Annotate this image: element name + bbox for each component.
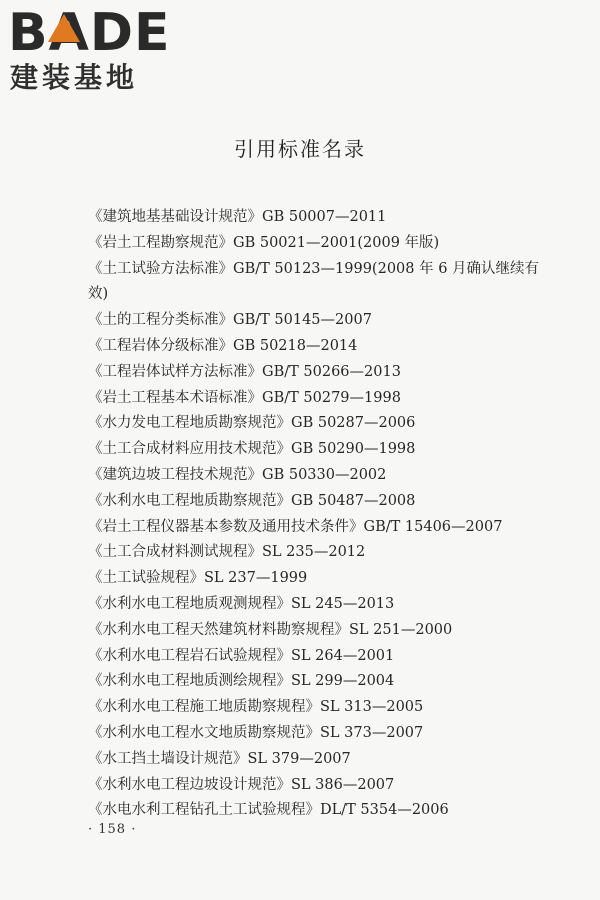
page-title: 引用标准名录 — [234, 137, 366, 161]
page-number: · 158 · — [88, 822, 137, 837]
logo-triangle-icon — [48, 14, 80, 42]
reference-item: 《建筑边坡工程技术规范》GB 50330—2002 — [88, 466, 387, 483]
reference-item: 《土的工程分类标准》GB/T 50145—2007 — [88, 312, 372, 329]
reference-item: 《工程岩体试样方法标准》GB/T 50266—2013 — [88, 363, 401, 380]
reference-item: 《岩土工程仪器基本参数及通用技术条件》GB/T 15406—2007 — [88, 518, 503, 535]
reference-item: 《水电水利工程钻孔土工试验规程》DL/T 5354—2006 — [88, 802, 449, 819]
reference-item: 《水利水电工程地质测绘规程》SL 299—2004 — [88, 673, 395, 690]
logo-subtitle: 建装基地 — [10, 61, 139, 94]
reference-item: 《建筑地基基础设计规范》GB 50007—2011 — [88, 209, 387, 225]
reference-item: 《土工合成材料应用技术规范》GB 50290—1998 — [88, 441, 416, 458]
reference-item: 《水利水电工程天然建筑材料勘察规程》SL 251—2000 — [88, 621, 453, 638]
reference-item: 《水力发电工程地质勘察规范》GB 50287—2006 — [88, 415, 416, 432]
reference-item: 《水利水电工程地质勘察规范》GB 50487—2008 — [88, 492, 416, 509]
reference-item: 《土工试验方法标准》GB/T 50123—1999(2008 年 6 月确认继续有效) — [88, 260, 540, 303]
reference-item: 《水利水电工程地质观测规程》SL 245—2013 — [88, 595, 395, 612]
reference-item: 《水利水电工程水文地质勘察规范》SL 373—2007 — [88, 724, 424, 741]
reference-item: 《土工试验规程》SL 237—1999 — [88, 570, 308, 587]
reference-list — [88, 205, 558, 824]
reference-item: 《水利水电工程岩石试验规程》SL 264—2001 — [88, 647, 395, 664]
brand-logo — [8, 3, 178, 96]
reference-item: 《工程岩体分级标准》GB 50218—2014 — [88, 337, 358, 354]
reference-item: 《土工合成材料测试规程》SL 235—2012 — [88, 544, 366, 561]
reference-item: 《岩土工程勘察规范》GB 50021—2001(2009 年版) — [88, 234, 440, 251]
logo-wordmark: BADE — [8, 3, 171, 63]
reference-item: 《水利水电工程施工地质勘察规程》SL 313—2005 — [88, 699, 424, 716]
reference-item: 《岩土工程基本术语标准》GB/T 50279—1998 — [88, 389, 401, 406]
reference-item: 《水利水电工程边坡设计规范》SL 386—2007 — [88, 776, 395, 793]
reference-item: 《水工挡土墙设计规范》SL 379—2007 — [88, 750, 351, 767]
